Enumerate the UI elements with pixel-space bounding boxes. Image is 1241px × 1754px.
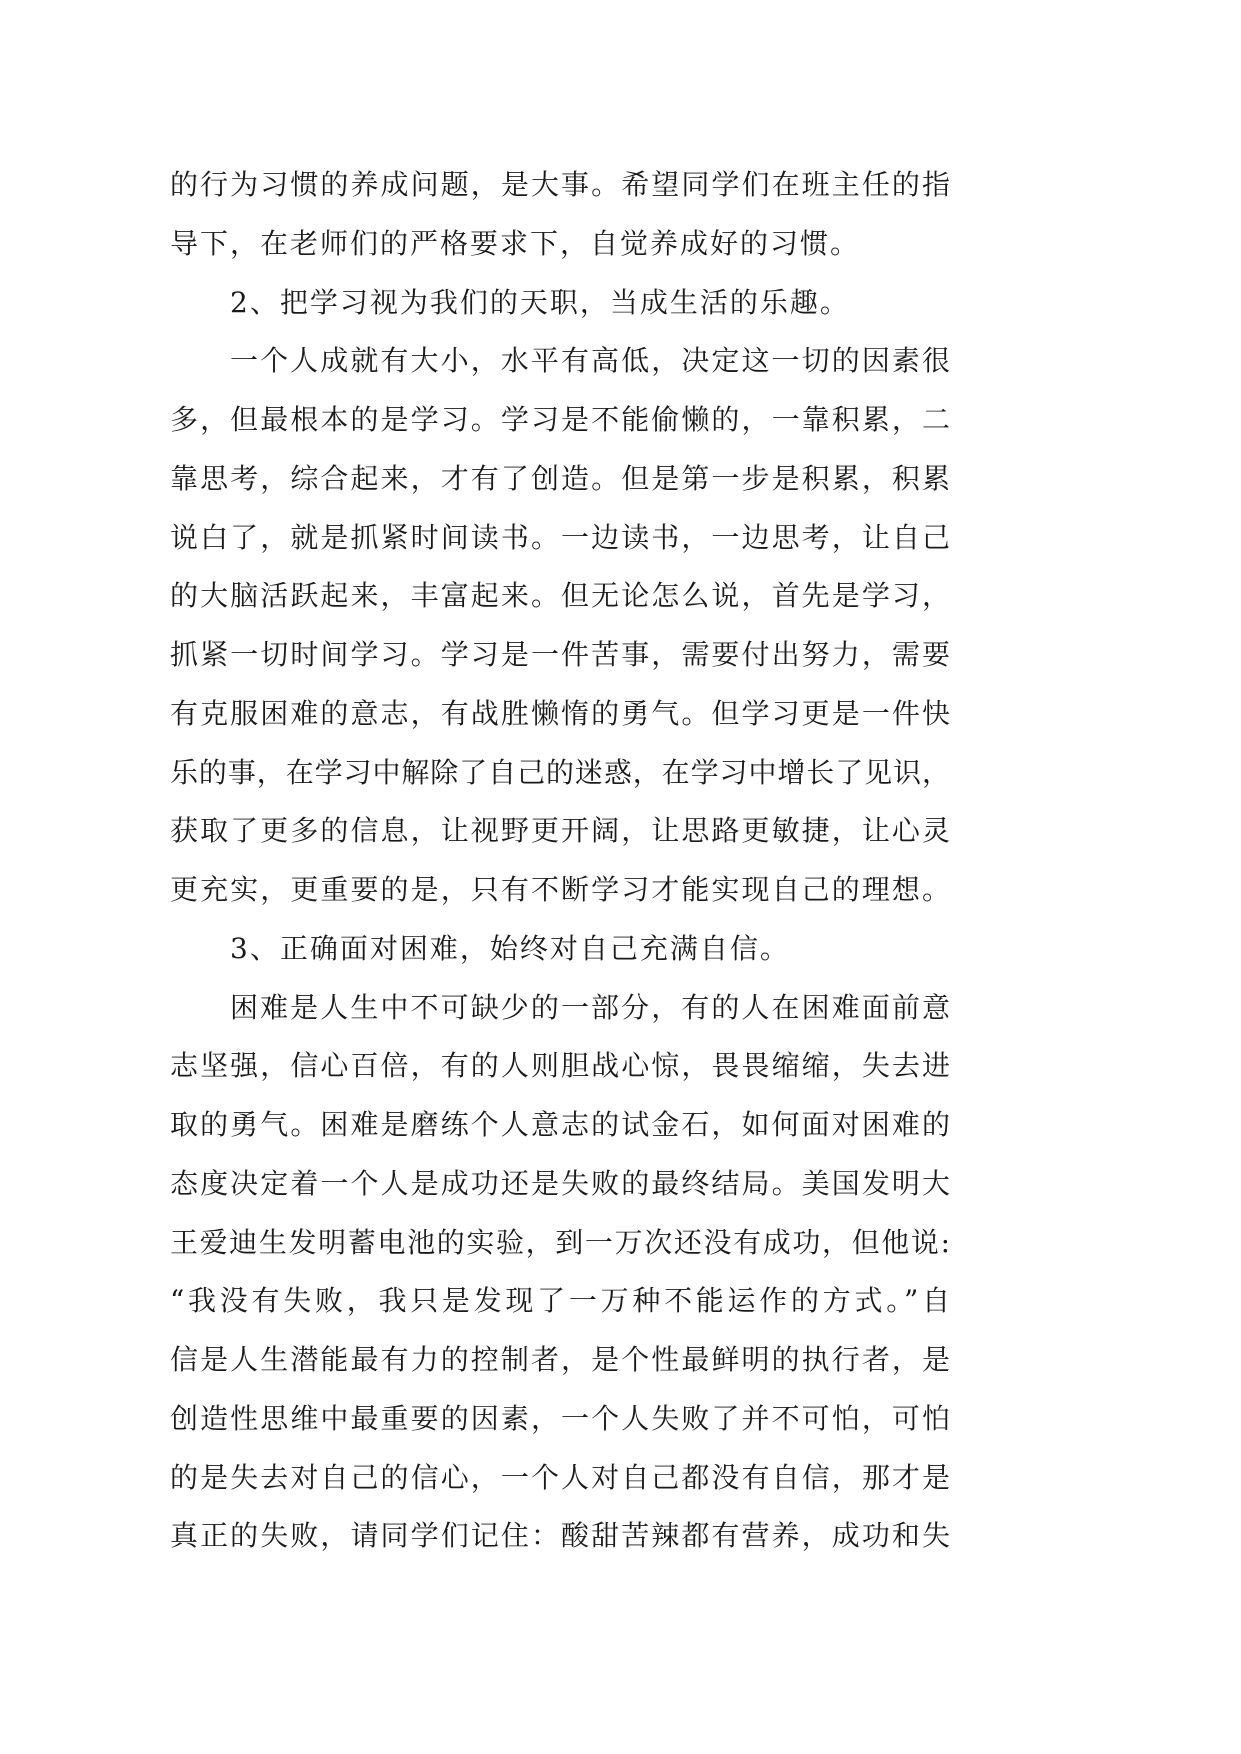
text-line: 获取了更多的信息，让视野更开阔，让思路更敏捷，让心灵 — [170, 814, 950, 848]
text-line: 靠思考，综合起来，才有了创造。但是第一步是积累，积累 — [170, 461, 950, 495]
section-heading: 2、把学习视为我们的天职，当成生活的乐趣。 — [230, 285, 850, 319]
text-line: 乐的事，在学习中解除了自己的迷惑，在学习中增长了见识， — [170, 755, 950, 789]
text-line: 说白了，就是抓紧时间读书。一边读书，一边思考，让自己 — [170, 520, 950, 554]
section-heading: 3、正确面对困难，始终对自己充满自信。 — [230, 931, 790, 965]
text-line: 更充实，更重要的是，只有不断学习才能实现自己的理想。 — [170, 873, 950, 906]
text-line: “我没有失败，我只是发现了一万种不能运作的方式。”自 — [170, 1284, 950, 1318]
text-line: 信是人生潜能最有力的控制者，是个性最鲜明的执行者，是 — [170, 1343, 950, 1376]
body-text — [170, 156, 950, 1566]
text-line: 一个人成就有大小，水平有高低，决定这一切的因素很 — [230, 344, 950, 378]
text-line: 困难是人生中不可缺少的一部分，有的人在困难面前意 — [230, 990, 950, 1024]
text-line: 取的勇气。困难是磨练个人意志的试金石，如何面对困难的 — [170, 1108, 950, 1141]
text-line: 的是失去对自己的信心，一个人对自己都没有自信，那才是 — [170, 1460, 950, 1494]
text-line: 的行为习惯的养成问题，是大事。希望同学们在班主任的指 — [170, 168, 950, 201]
text-line: 王爱迪生发明蓄电池的实验，到一万次还没有成功，但他说: — [170, 1225, 950, 1259]
text-line: 的大脑活跃起来，丰富起来。但无论怎么说，首先是学习， — [170, 579, 950, 613]
text-line: 态度决定着一个人是成功还是失败的最终结局。美国发明大 — [170, 1166, 950, 1200]
text-line: 抓紧一切时间学习。学习是一件苦事，需要付出努力，需要 — [170, 638, 950, 671]
text-line: 真正的失败，请同学们记住：酸甜苦辣都有营养，成功和失 — [170, 1519, 950, 1553]
text-line: 有克服困难的意志，有战胜懒惰的勇气。但学习更是一件快 — [170, 696, 950, 730]
text-line: 志坚强，信心百倍，有的人则胆战心惊，畏畏缩缩，失去进 — [170, 1049, 950, 1083]
text-line: 导下，在老师们的严格要求下，自觉养成好的习惯。 — [170, 226, 861, 260]
text-line: 创造性思维中最重要的因素，一个人失败了并不可怕，可怕 — [170, 1401, 950, 1435]
text-line: 多，但最根本的是学习。学习是不能偷懒的，一靠积累，二 — [170, 403, 950, 436]
